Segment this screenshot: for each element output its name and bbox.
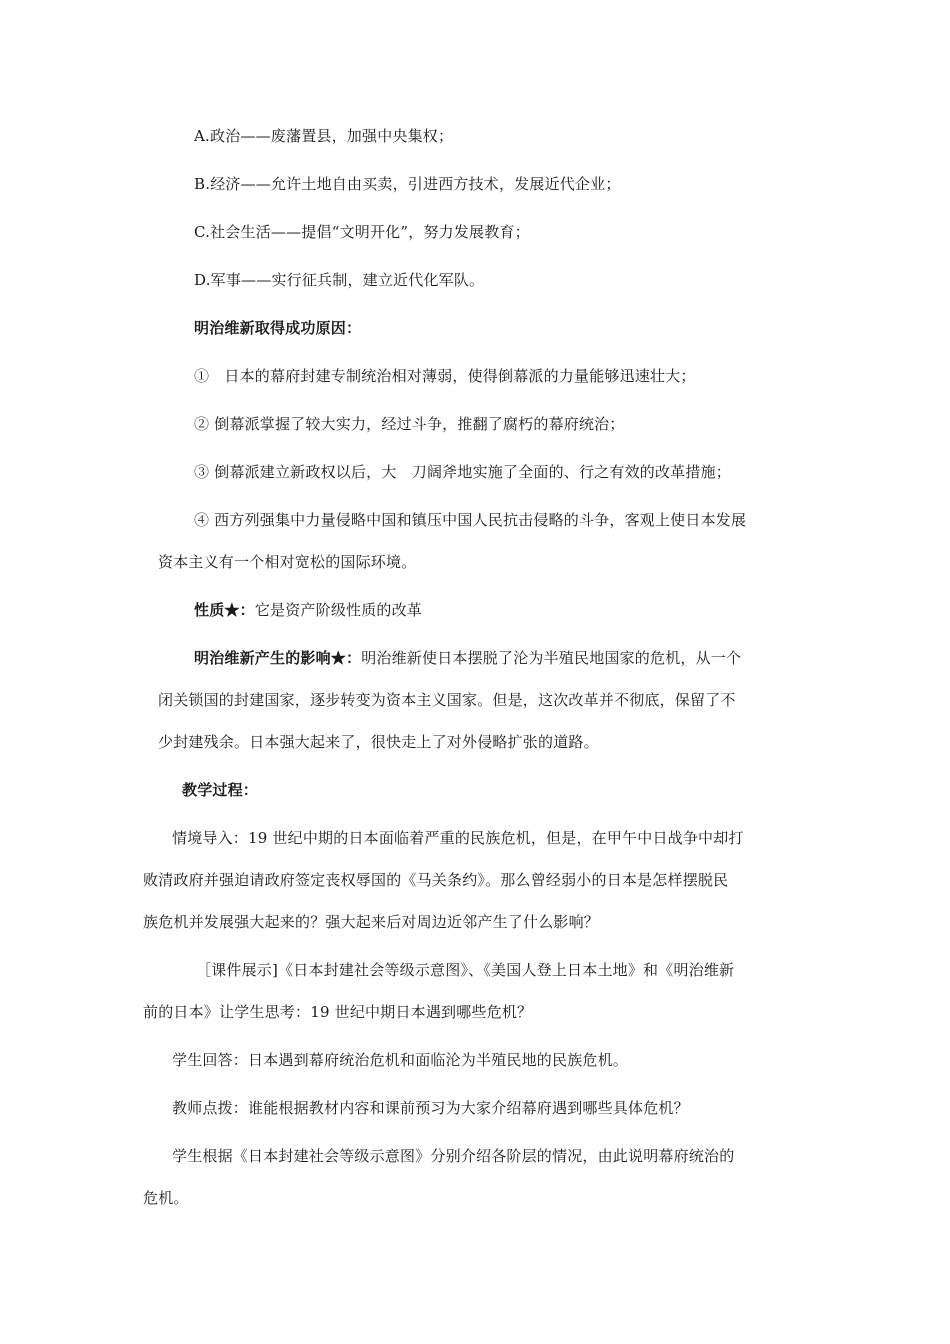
- student-intro-line-2: 危机。: [143, 1189, 189, 1207]
- success-reason-1: ① 日本的幕府封建专制统治相对薄弱，使得倒幕派的力量能够迅速壮大；: [194, 367, 696, 385]
- success-reason-4-continued: 资本主义有一个相对宽松的国际环境。: [158, 553, 417, 571]
- courseware-line-1: ［课件展示]《日本封建社会等级示意图》、《美国人登上日本土地》和《明治维新: [196, 961, 735, 979]
- student-intro-line-1: 学生根据《日本封建社会等级示意图》分别介绍各阶层的情况，由此说明幕府统治的: [172, 1147, 735, 1165]
- student-answer: 学生回答：日本遇到幕府统治危机和面临沦为半殖民地的民族危机。: [172, 1051, 629, 1069]
- scenario-intro-line-1: 情境导入：19 世纪中期的日本面临着严重的民族危机，但是，在甲午中日战争中却打: [172, 829, 744, 847]
- courseware-line-2: 前的日本》让学生思考：19 世纪中期日本遇到哪些危机？: [143, 1003, 533, 1021]
- influence-line-3: 少封建残余。日本强大起来了，很快走上了对外侵略扩张的道路。: [158, 733, 599, 751]
- nature-text: 它是资产阶级性质的改革: [254, 601, 423, 619]
- influence-text-1: 明治维新使日本摆脱了沦为半殖民地国家的危机，从一个: [361, 649, 742, 667]
- reform-item-society: C.社会生活——提倡“文明开化”，努力发展教育；: [194, 223, 530, 241]
- reform-item-economy: B.经济——允许土地自由买卖，引进西方技术，发展近代企业；: [194, 175, 621, 193]
- scenario-intro-line-2: 败清政府并强迫请政府签定丧权辱国的《马关条约》。那么曾经弱小的日本是怎样摆脱民: [143, 871, 729, 889]
- success-heading: 明治维新取得成功原因：: [194, 319, 362, 337]
- success-reason-2: ② 倒幕派掌握了较大实力，经过斗争，推翻了腐朽的幕府统治；: [194, 415, 625, 433]
- influence-line-2: 闭关锁国的封建国家，逐步转变为资本主义国家。但是，这次改革并不彻底，保留了不: [158, 691, 736, 709]
- reform-item-military: D.军事——实行征兵制，建立近代化军队。: [194, 271, 485, 289]
- process-heading: 教学过程：: [182, 781, 259, 799]
- nature-label: 性质★：: [194, 601, 255, 619]
- influence-label: 明治维新产生的影响★：: [194, 649, 362, 667]
- scenario-intro-line-3: 族危机并发展强大起来的？强大起来后对周边近邻产生了什么影响？: [143, 913, 600, 931]
- reform-item-politics: A.政治——废藩置县，加强中央集权；: [194, 127, 454, 145]
- nature-paragraph: [194, 600, 422, 620]
- success-reason-3: ③ 倒幕派建立新政权以后，大 刀阔斧地实施了全面的、行之有效的改革措施；: [194, 463, 731, 481]
- success-reason-4: ④ 西方列强集中力量侵略中国和镇压中国人民抗击侵略的斗争，客观上使日本发展: [194, 511, 747, 529]
- teacher-hint: 教师点拨：谁能根据教材内容和课前预习为大家介绍幕府遇到哪些具体危机？: [172, 1099, 689, 1117]
- influence-line-1: [194, 648, 741, 668]
